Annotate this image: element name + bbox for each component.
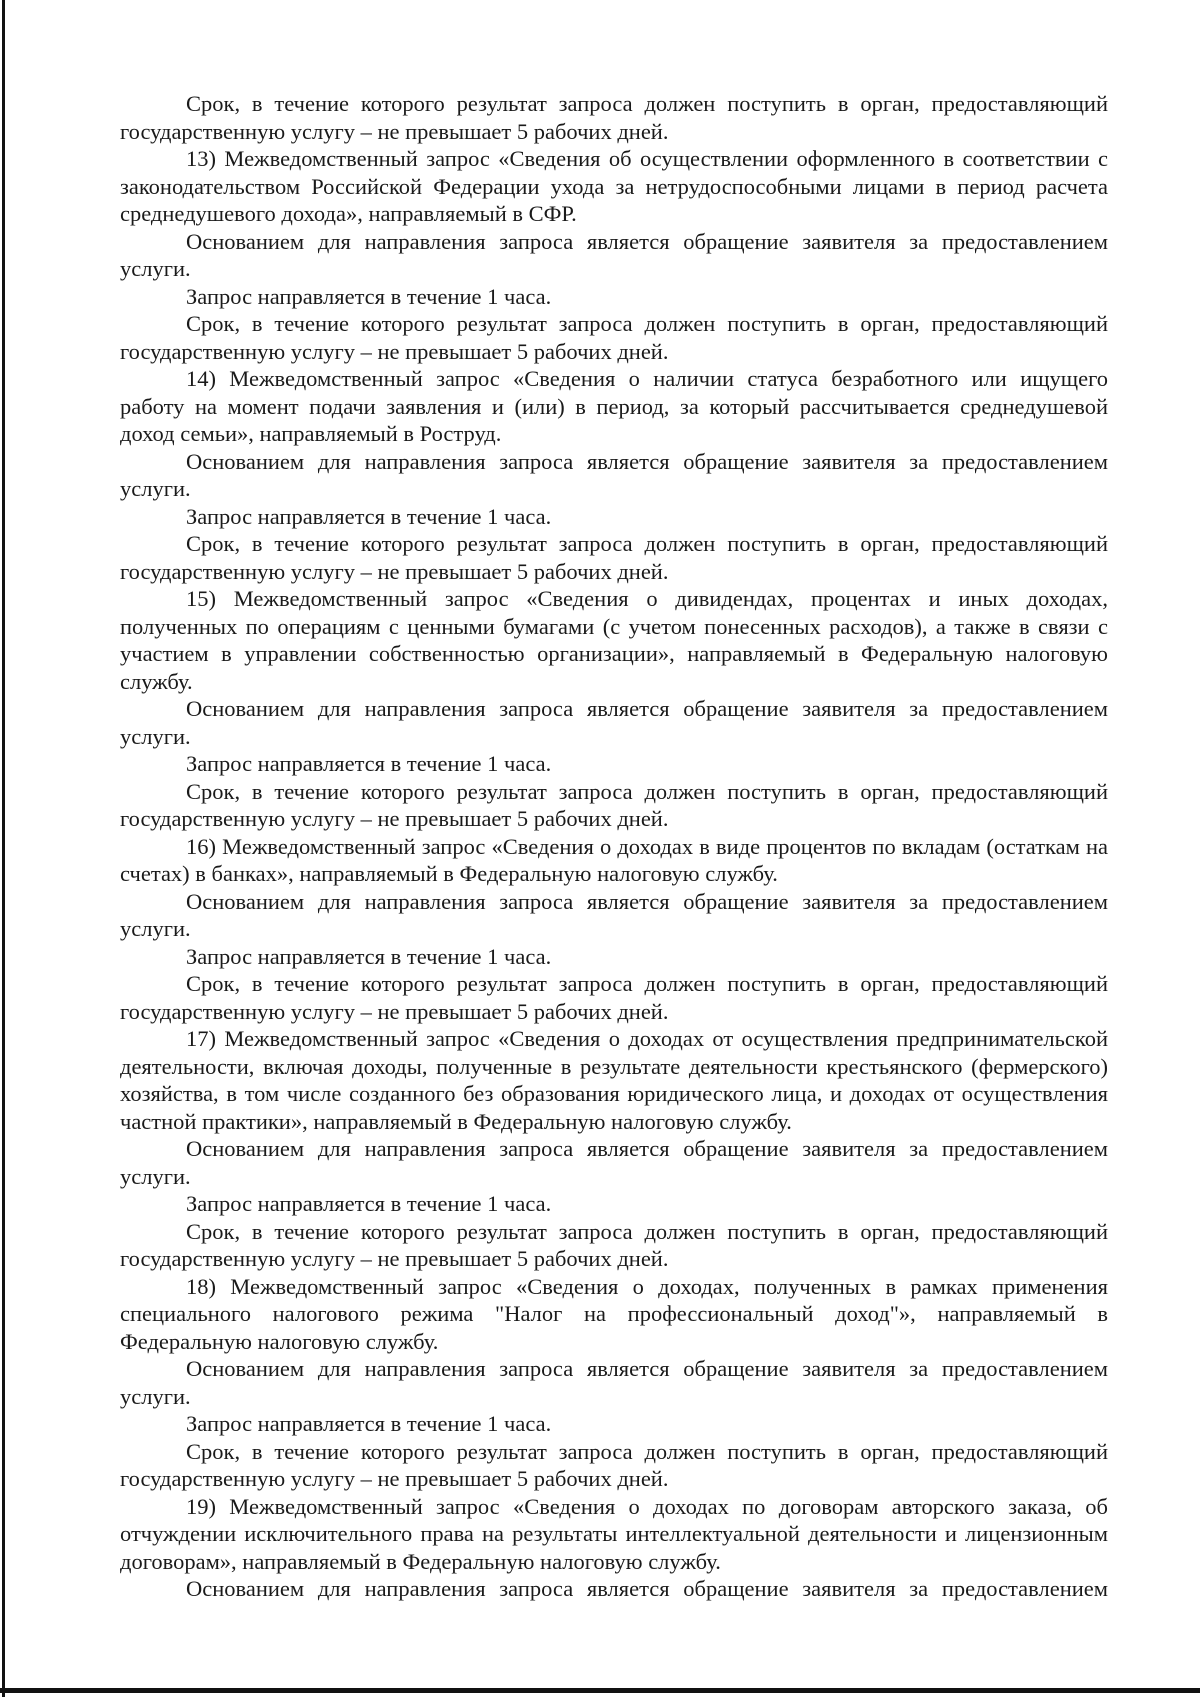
paragraph-basis-truncated: Основанием для направления запроса является обращение заявителя за предоставлением xyxy=(186,1576,1108,1601)
paragraph-timing: Запрос направляется в течение 1 часа. xyxy=(186,1411,552,1436)
paragraph-request-18: 18) Межведомственный запрос «Сведения о доходах, полученных в рамках применения специального налогового режима "Налог на профессиональный доход"», направляемый в Федеральную налоговую службу. xyxy=(120,1273,1108,1354)
paragraph-basis: Основанием для направления запроса является обращение заявителя за предоставлением услуги. xyxy=(120,696,1108,749)
paragraph-basis: Основанием для направления запроса является обращение заявителя за предоставлением услуги. xyxy=(120,888,1108,941)
paragraph-basis: Основанием для направления запроса является обращение заявителя за предоставлением услуги. xyxy=(120,1356,1108,1409)
paragraph-request-19: 19) Межведомственный запрос «Сведения о доходах по договорам авторского заказа, об отчуждении исключительного права на результаты интеллектуальной деятельности и лицензионным договорам», направляемый в Федеральную налоговую службу. xyxy=(120,1493,1108,1574)
paragraph-timing: Запрос направляется в течение 1 часа. xyxy=(186,503,552,529)
paragraph-timing: Запрос направляется в течение 1 часа. xyxy=(186,1191,552,1216)
paragraph-request-13: 13) Межведомственный запрос «Сведения об осуществлении оформленного в соответствии с законодательством Российской Федерации ухода за нетрудоспособными лицами в период расчета среднедушевого дохода», направляемый в СФР. xyxy=(120,146,1108,226)
paragraph-deadline: Срок, в течение которого результат запроса должен поступить в орган, предоставляющий государственную услугу – не превышает 5 рабочих дней. xyxy=(120,91,1108,144)
scan-edge-bottom xyxy=(0,1688,1200,1693)
paragraph-deadline: Срок, в течение которого результат запроса должен поступить в орган, предоставляющий государственную услугу – не превышает 5 рабочих дней. xyxy=(120,778,1108,831)
paragraph-request-14: 14) Межведомственный запрос «Сведения о наличии статуса безработного или ищущего работу на момент подачи заявления и (или) в период, за который рассчитывается среднедушевой доход семьи», направляемый в Роструд. xyxy=(120,366,1108,446)
paragraph-basis: Основанием для направления запроса является обращение заявителя за предоставлением услуги. xyxy=(120,228,1108,281)
scan-edge-left xyxy=(2,0,5,1697)
paragraph-request-16: 16) Межведомственный запрос «Сведения о доходах в виде процентов по вкладам (остаткам на счетах) в банках», направляемый в Федеральную налоговую службу. xyxy=(120,833,1108,886)
paragraph-deadline: Срок, в течение которого результат запроса должен поступить в орган, предоставляющий государственную услугу – не превышает 5 рабочих дней. xyxy=(120,1438,1108,1491)
paragraph-timing: Запрос направляется в течение 1 часа. xyxy=(186,943,552,969)
paragraph-deadline: Срок, в течение которого результат запроса должен поступить в орган, предоставляющий государственную услугу – не превышает 5 рабочих дней. xyxy=(120,971,1108,1024)
paragraph-request-15: 15) Межведомственный запрос «Сведения о дивидендах, процентах и иных доходах, полученных по операциям с ценными бумагами (с учетом понесенных расходов), а также в связи с участием в управлении собственностью организации», направляемый в Федеральную налоговую службу. xyxy=(120,586,1108,694)
paragraph-basis: Основанием для направления запроса является обращение заявителя за предоставлением услуги. xyxy=(120,448,1108,501)
paragraph-deadline: Срок, в течение которого результат запроса должен поступить в орган, предоставляющий государственную услугу – не превышает 5 рабочих дней. xyxy=(120,311,1108,364)
paragraph-deadline: Срок, в течение которого результат запроса должен поступить в орган, предоставляющий государственную услугу – не превышает 5 рабочих дней. xyxy=(120,531,1108,584)
document-page xyxy=(120,90,1108,1603)
paragraph-request-17: 17) Межведомственный запрос «Сведения о доходах от осуществления предпринимательской деятельности, включая доходы, полученные в результате деятельности крестьянского (фермерского) хозяйства, в том числе созданного без образования юридического лица, и доходах от осуществления частной практики», направляемый в Федеральную налоговую службу. xyxy=(120,1026,1108,1134)
paragraph-deadline: Срок, в течение которого результат запроса должен поступить в орган, предоставляющий государственную услугу – не превышает 5 рабочих дней. xyxy=(120,1218,1108,1271)
paragraph-timing: Запрос направляется в течение 1 часа. xyxy=(186,283,552,309)
paragraph-timing: Запрос направляется в течение 1 часа. xyxy=(186,751,552,776)
paragraph-basis: Основанием для направления запроса является обращение заявителя за предоставлением услуги. xyxy=(120,1136,1108,1189)
